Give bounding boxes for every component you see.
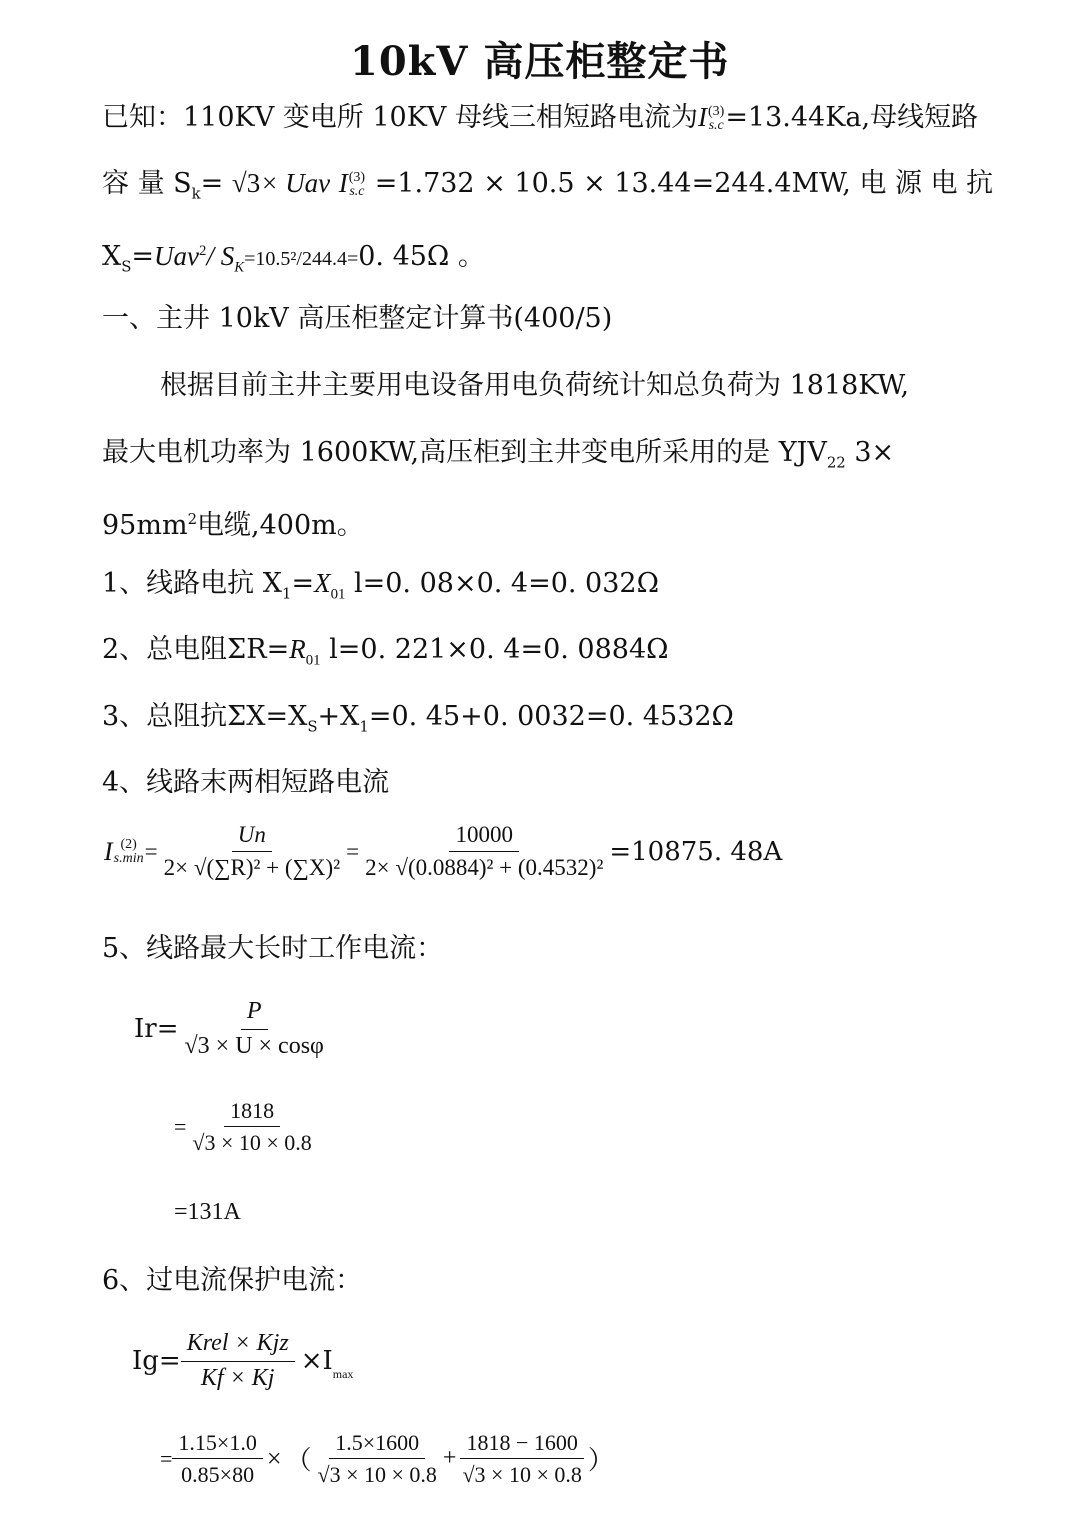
item-4-eq2: = <box>346 838 360 864</box>
item-4-frac-1 <box>158 822 347 882</box>
item-6-den-1: Kf × Kj <box>200 1364 275 1391</box>
known-line-2-suffix: =1.732 × 10.5 × 13.44=244.4MW, 电 源 电 抗 <box>374 168 994 199</box>
item-5-den-2: √3 × 10 × 0.8 <box>192 1130 312 1156</box>
sub-k: k <box>191 184 201 203</box>
sub-sc-b: s.c <box>349 183 365 199</box>
item-4-num-2: 10000 <box>449 822 519 852</box>
item-5-formula-2 <box>174 1098 318 1156</box>
item-6-plus: + <box>442 1445 457 1472</box>
item-3-mid: +X <box>317 701 360 732</box>
item-4-formula <box>104 822 782 882</box>
item-6-formula-2 <box>160 1430 614 1488</box>
item-5-frac-1 <box>178 998 329 1060</box>
item-6-den-4: √3 × 10 × 0.8 <box>462 1462 582 1488</box>
section-heading-1: 一、主井 10kV 高压柜整定计算书(400/5) <box>102 303 613 334</box>
sub-k-b: K <box>234 259 245 276</box>
item-3 <box>102 700 734 743</box>
para-line-2-prefix: 最大电机功率为 1600KW,高压柜到主井变电所采用的是 YJV <box>102 437 827 468</box>
known-line-1-prefix: 已知：110KV 变电所 10KV 母线三相短路电流为 <box>102 102 698 133</box>
item-5-result: =131A <box>174 1199 241 1225</box>
item-1-prefix: 1、线路电抗 X <box>102 568 282 599</box>
page-title: 10kV 高压柜整定书 <box>350 38 730 85</box>
item-6-formula-1 <box>132 1330 353 1392</box>
item-2-suffix: l=0. 221×0. 4=0. 0884Ω <box>320 634 669 665</box>
item-6-num-1: Krel × Kjz <box>181 1330 295 1362</box>
para-line-1: 根据目前主井主要用电设备用电负荷统计知总负荷为 1818KW, <box>160 370 910 401</box>
item-6-num-2: 1.15×1.0 <box>172 1430 262 1459</box>
known-line-2 <box>102 166 993 210</box>
item-4-result: =10875. 48A <box>609 836 783 867</box>
eq: = <box>200 168 224 199</box>
reactance-expr: =10.5²/244.4= <box>244 248 359 270</box>
times-uav: × Uav <box>260 168 331 198</box>
known-line-1-suffix: =13.44Ka,母线短路 <box>725 102 979 133</box>
sup-3: (3) <box>707 103 725 119</box>
item-4-den-2: 2× √(0.0884)² + (0.4532)² <box>365 855 604 881</box>
item-6-frac-2 <box>172 1430 262 1488</box>
known-line-2-prefix: 容 量 S <box>102 168 192 199</box>
item-5-num-2: 1818 <box>224 1098 280 1127</box>
item-6-den-3: √3 × 10 × 0.8 <box>317 1462 437 1488</box>
item-3-sub-1: 1 <box>359 717 369 736</box>
item-5-frac-2 <box>186 1098 317 1156</box>
current-sup-sub <box>708 105 724 133</box>
item-6-lpar: （ <box>285 1446 312 1476</box>
item-6-rpar: ） <box>587 1446 614 1476</box>
sup-mm2: 2 <box>187 510 198 528</box>
sub-22: 22 <box>826 453 846 472</box>
item-1-x: X <box>314 568 331 598</box>
item-6-frac-1 <box>181 1330 295 1392</box>
item-5-num-1: P <box>241 998 268 1030</box>
sub-sc: s.c <box>708 117 724 133</box>
para-line-3-prefix: 95mm <box>102 510 188 541</box>
item-3-sub-s: S <box>307 717 318 736</box>
current-symbol: I <box>697 102 707 132</box>
known-line-1 <box>102 100 978 135</box>
para-line-3-suffix: 电缆,400m。 <box>197 510 364 541</box>
item-4-den-1: 2× √(∑R)² + (∑X)² <box>163 855 341 881</box>
item-4-sub: s.min <box>113 850 144 866</box>
item-6-num-3: 1.5×1600 <box>329 1430 425 1459</box>
item-4-frac-2 <box>359 822 609 882</box>
slash-sk: / S <box>206 241 235 271</box>
para-line-2-suffix: 3× <box>845 437 895 468</box>
item-6-imax-sub: max <box>332 1367 354 1382</box>
item-6-times-imax: ×I <box>300 1346 333 1377</box>
item-4-sup: (2) <box>120 836 137 852</box>
item-5-eq: = <box>174 1113 187 1139</box>
item-3-suffix: =0. 45+0. 0032=0. 4532Ω <box>368 701 734 732</box>
para-line-2 <box>102 436 894 479</box>
item-2-r: R <box>289 634 306 664</box>
sup-2: 2 <box>199 243 207 259</box>
item-1-sub1: 1 <box>281 584 292 603</box>
item-6-num-4: 1818 − 1600 <box>460 1430 583 1459</box>
item-1-suffix: l=0. 08×0. 4=0. 032Ω <box>345 568 659 599</box>
item-2 <box>102 632 669 677</box>
item-5-heading: 5、线路最大长时工作电流： <box>102 933 444 964</box>
para-line-3 <box>102 502 364 543</box>
item-1-sub01: 01 <box>330 586 346 603</box>
item-4-num-1: Un <box>232 822 272 852</box>
item-5-den-1: √3 × U × cosφ <box>184 1032 324 1059</box>
x-symbol: X <box>102 241 122 272</box>
item-4-eq1: = <box>144 838 158 864</box>
item-5-lhs: Ir= <box>134 1014 179 1045</box>
item-6-eq: = <box>160 1445 173 1471</box>
item-4-heading: 4、线路末两相短路电流 <box>102 767 390 798</box>
known-line-3 <box>102 234 485 284</box>
item-1-eq: = <box>291 568 315 599</box>
uav: Uav <box>154 241 200 271</box>
item-6-times: × <box>266 1443 282 1473</box>
item-6-frac-3 <box>312 1430 443 1488</box>
item-6-frac-4 <box>456 1430 587 1488</box>
item-6-lhs: Ig= <box>132 1346 181 1377</box>
item-2-prefix: 2、总电阻ΣR= <box>102 634 290 665</box>
item-4-lhs-supsub <box>114 838 144 866</box>
item-6-den-2: 0.85×80 <box>181 1462 255 1488</box>
item-3-prefix: 3、总阻抗ΣX=X <box>102 701 308 732</box>
item-4-lhs-i: I <box>104 836 113 866</box>
item-5-formula-1 <box>134 998 330 1060</box>
eq-b: = <box>131 241 155 272</box>
item-6-heading: 6、过电流保护电流： <box>102 1265 363 1296</box>
current-sup-sub-2 <box>349 171 365 199</box>
item-2-sub01: 01 <box>305 652 321 669</box>
sub-s: S <box>121 257 132 276</box>
current-symbol-2: I <box>338 168 348 198</box>
item-1 <box>102 566 659 611</box>
known-line-3-suffix: 0. 45Ω 。 <box>358 241 485 272</box>
sqrt3: √3 <box>231 168 261 198</box>
sup-3-b: (3) <box>348 169 366 185</box>
